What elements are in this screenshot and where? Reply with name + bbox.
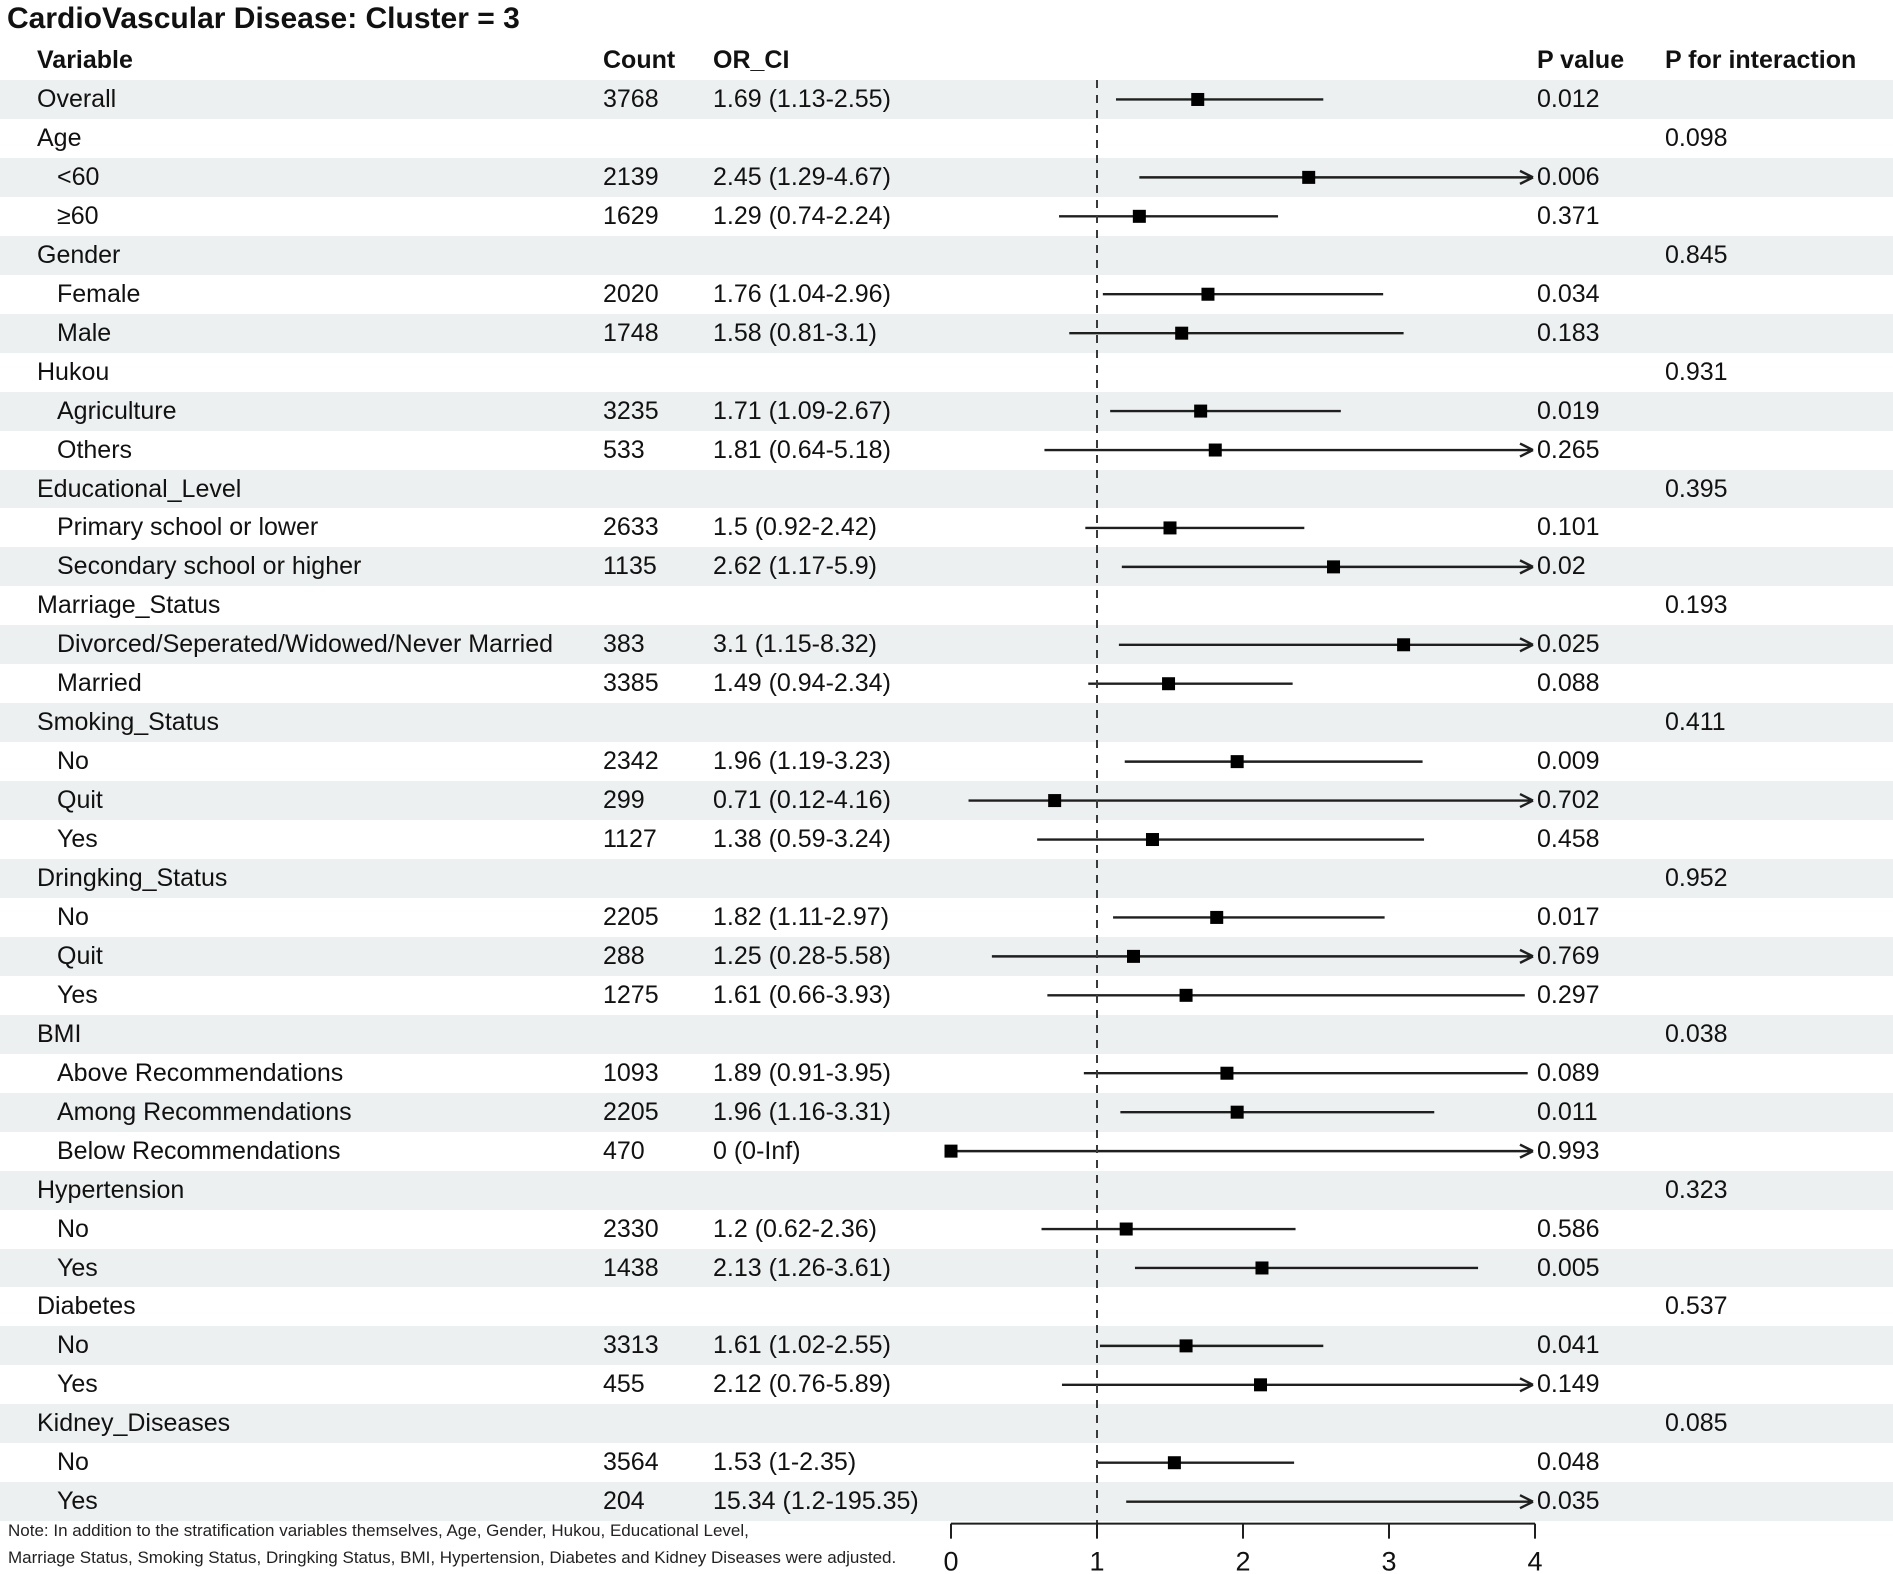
row-label: Primary school or lower	[57, 513, 319, 542]
point-estimate-marker	[1162, 677, 1175, 690]
row-or-ci: 2.45 (1.29-4.67)	[713, 162, 891, 191]
row-or-ci: 1.29 (0.74-2.24)	[713, 201, 891, 230]
ci-line-group	[1084, 1067, 1528, 1080]
row-or-ci: 0.71 (0.12-4.16)	[713, 786, 891, 815]
point-estimate-marker	[945, 1145, 958, 1158]
ci-line-group	[1047, 989, 1524, 1002]
row-label: Secondary school or higher	[57, 552, 362, 581]
row-p-value: 0.297	[1537, 980, 1600, 1009]
row-label: Quit	[57, 786, 103, 815]
x-axis-tick-label: 4	[1527, 1546, 1543, 1574]
row-label: Among Recommendations	[57, 1097, 352, 1126]
row-p-value: 0.02	[1537, 552, 1586, 581]
table-row-stripe	[0, 1249, 1893, 1288]
x-axis-tick-label: 3	[1381, 1546, 1397, 1574]
row-label: Yes	[57, 1487, 98, 1516]
row-label: Marriage_Status	[37, 591, 221, 620]
row-p-value: 0.012	[1537, 85, 1600, 113]
table-row-stripe	[0, 859, 1893, 898]
row-p-value: 0.088	[1537, 669, 1600, 698]
footnote-line-2: Marriage Status, Smoking Status, Dringking Status, BMI, Hypertension, Diabetes and Kidney Diseases were adjusted.	[8, 1548, 897, 1567]
table-row-stripe	[0, 1015, 1893, 1054]
row-count: 1438	[603, 1253, 659, 1282]
table-row-stripe	[0, 781, 1893, 820]
row-or-ci: 1.58 (0.81-3.1)	[713, 318, 877, 347]
ci-line-group	[1113, 911, 1385, 924]
row-or-ci: 1.38 (0.59-3.24)	[713, 825, 891, 854]
row-label: Yes	[57, 1370, 98, 1399]
column-header-p-value: P value	[1537, 46, 1625, 74]
ci-line-group	[1125, 755, 1423, 768]
row-label: Gender	[37, 240, 121, 269]
point-estimate-marker	[1231, 755, 1244, 768]
row-label: No	[57, 902, 89, 931]
table-row-stripe	[0, 1326, 1893, 1365]
row-count: 2205	[603, 1097, 659, 1126]
point-estimate-marker	[1164, 521, 1177, 534]
row-count: 2139	[603, 162, 659, 191]
row-label: Yes	[57, 1253, 98, 1282]
row-p-value: 0.009	[1537, 747, 1600, 776]
row-label: Agriculture	[57, 396, 177, 425]
row-p-value: 0.025	[1537, 630, 1600, 659]
row-or-ci: 1.89 (0.91-3.95)	[713, 1058, 891, 1087]
row-count: 2205	[603, 902, 659, 931]
row-or-ci: 1.25 (0.28-5.58)	[713, 941, 891, 970]
row-p-interaction: 0.931	[1665, 357, 1728, 386]
row-count: 2633	[603, 513, 659, 542]
row-or-ci: 1.82 (1.11-2.97)	[713, 902, 890, 931]
row-p-value: 0.993	[1537, 1136, 1600, 1165]
ci-line-group	[1062, 1378, 1533, 1391]
row-p-value: 0.586	[1537, 1214, 1600, 1243]
row-label: Diabetes	[37, 1292, 136, 1321]
row-label: Smoking_Status	[37, 708, 220, 737]
row-or-ci: 1.53 (1-2.35)	[713, 1448, 857, 1477]
row-label: Divorced/Seperated/Widowed/Never Married	[57, 630, 554, 659]
column-header-variable: Variable	[37, 46, 133, 74]
row-p-interaction: 0.537	[1665, 1292, 1728, 1321]
row-count: 3235	[603, 396, 659, 425]
point-estimate-marker	[1146, 833, 1159, 846]
footnote	[8, 1517, 896, 1571]
row-or-ci: 1.96 (1.16-3.31)	[713, 1097, 891, 1126]
point-estimate-marker	[1210, 911, 1223, 924]
row-label: Yes	[57, 825, 98, 854]
row-count: 470	[603, 1136, 645, 1165]
row-label: Married	[57, 669, 142, 698]
table-row-stripe	[0, 314, 1893, 353]
point-estimate-marker	[1254, 1378, 1267, 1391]
row-label: Below Recommendations	[57, 1136, 341, 1165]
row-label: Kidney_Diseases	[37, 1409, 231, 1438]
table-row-stripe	[0, 703, 1893, 742]
row-p-value: 0.265	[1537, 435, 1600, 464]
row-label: Male	[57, 318, 112, 347]
table-row-stripe	[0, 470, 1893, 509]
table-row-stripe	[0, 1171, 1893, 1210]
row-p-value: 0.006	[1537, 162, 1600, 191]
row-count: 3313	[603, 1331, 659, 1360]
table-row-stripe	[0, 392, 1893, 431]
table-row-stripe	[0, 1404, 1893, 1443]
row-count: 1748	[603, 318, 659, 347]
row-label: Hypertension	[37, 1175, 185, 1204]
column-header-p-interaction: P for interaction	[1665, 46, 1857, 74]
table-row-stripe	[0, 1482, 1893, 1521]
row-p-interaction: 0.098	[1665, 123, 1728, 152]
point-estimate-marker	[1201, 288, 1214, 301]
ci-line-group	[1088, 677, 1292, 690]
row-count: 1127	[603, 825, 657, 854]
row-or-ci: 1.61 (0.66-3.93)	[713, 980, 891, 1009]
x-axis-tick-label: 2	[1235, 1546, 1251, 1574]
table-row-stripe	[0, 937, 1893, 976]
row-p-value: 0.101	[1537, 513, 1600, 542]
row-count: 2020	[603, 279, 659, 308]
row-count: 3385	[603, 669, 659, 698]
row-label: Dringking_Status	[37, 864, 228, 892]
row-count: 2330	[603, 1214, 659, 1243]
point-estimate-marker	[1180, 989, 1193, 1002]
row-label: Age	[37, 123, 82, 152]
row-count: 455	[603, 1370, 645, 1399]
row-p-interaction: 0.395	[1665, 474, 1728, 503]
row-label: No	[57, 1448, 89, 1477]
row-count: 3768	[603, 85, 659, 113]
ci-line-group	[1085, 521, 1304, 534]
x-axis-tick-label: 0	[943, 1546, 959, 1574]
ci-line-group	[1059, 210, 1278, 223]
row-p-value: 0.019	[1537, 396, 1600, 425]
x-axis-tick-label: 1	[1089, 1546, 1105, 1574]
ci-line-group	[1103, 288, 1383, 301]
row-p-value: 0.702	[1537, 786, 1600, 815]
row-p-interaction: 0.411	[1665, 708, 1726, 737]
row-p-value: 0.048	[1537, 1448, 1600, 1477]
row-or-ci: 1.61 (1.02-2.55)	[713, 1331, 891, 1360]
row-label: BMI	[37, 1019, 82, 1048]
row-or-ci: 3.1 (1.15-8.32)	[713, 630, 877, 659]
row-label: No	[57, 747, 89, 776]
row-p-value: 0.769	[1537, 941, 1600, 970]
column-header-count: Count	[603, 46, 676, 74]
row-count: 533	[603, 435, 645, 464]
row-label: Quit	[57, 941, 103, 970]
table-row-stripe	[0, 236, 1893, 275]
row-p-value: 0.371	[1537, 201, 1600, 230]
ci-line-group	[1097, 1456, 1294, 1469]
row-or-ci: 1.71 (1.09-2.67)	[713, 396, 891, 425]
row-label: No	[57, 1331, 89, 1360]
row-or-ci: 1.81 (0.64-5.18)	[713, 435, 891, 464]
row-count: 1629	[603, 201, 659, 230]
row-or-ci: 1.96 (1.19-3.23)	[713, 747, 891, 776]
row-label: Educational_Level	[37, 474, 242, 503]
row-or-ci: 1.5 (0.92-2.42)	[713, 513, 877, 542]
point-estimate-marker	[1133, 210, 1146, 223]
row-or-ci: 2.62 (1.17-5.9)	[713, 552, 877, 581]
point-estimate-marker	[1120, 1223, 1133, 1236]
row-p-value: 0.458	[1537, 825, 1600, 854]
row-p-value: 0.089	[1537, 1058, 1600, 1087]
point-estimate-marker	[1220, 1067, 1233, 1080]
row-p-interaction: 0.193	[1665, 591, 1728, 620]
ci-line-group	[1044, 444, 1533, 457]
point-estimate-marker	[1209, 444, 1222, 457]
row-p-value: 0.041	[1537, 1331, 1600, 1360]
table-row-stripe	[0, 80, 1893, 119]
row-or-ci: 1.69 (1.13-2.55)	[713, 85, 891, 113]
footnote-line-1: Note: In addition to the stratification variables themselves, Age, Gender, Hukou, Educational Level,	[8, 1521, 749, 1540]
row-p-interaction: 0.085	[1665, 1409, 1728, 1438]
row-count: 299	[603, 786, 645, 815]
row-label: Yes	[57, 980, 98, 1009]
row-or-ci: 1.2 (0.62-2.36)	[713, 1214, 877, 1243]
row-or-ci: 0 (0-Inf)	[713, 1136, 801, 1165]
row-count: 204	[603, 1487, 645, 1516]
row-p-value: 0.005	[1537, 1253, 1600, 1282]
row-count: 2342	[603, 747, 659, 776]
row-count: 1135	[603, 552, 657, 581]
page-title: CardioVascular Disease: Cluster = 3	[7, 2, 520, 35]
row-p-value: 0.034	[1537, 279, 1600, 308]
row-or-ci: 2.13 (1.26-3.61)	[713, 1253, 891, 1282]
ci-arrow-icon	[1519, 444, 1533, 457]
ci-line-group	[1042, 1223, 1296, 1236]
row-p-value: 0.017	[1537, 902, 1600, 931]
row-count: 383	[603, 630, 645, 659]
row-p-value: 0.035	[1537, 1487, 1600, 1516]
row-count: 288	[603, 941, 645, 970]
row-label: Above Recommendations	[57, 1058, 344, 1087]
row-p-interaction: 0.845	[1665, 240, 1728, 269]
row-p-interaction: 0.323	[1665, 1175, 1728, 1204]
row-p-interaction: 0.038	[1665, 1019, 1728, 1048]
ci-line-group	[1037, 833, 1424, 846]
row-label: No	[57, 1214, 89, 1243]
column-header-or-ci: OR_CI	[713, 46, 790, 74]
row-count: 1275	[603, 980, 659, 1009]
row-p-value: 0.149	[1537, 1370, 1600, 1399]
row-or-ci: 15.34 (1.2-195.35)	[713, 1487, 919, 1516]
ci-line-group	[945, 1145, 1534, 1158]
row-label: ≥60	[57, 201, 99, 230]
ci-arrow-icon	[1519, 1378, 1533, 1391]
row-label: <60	[57, 162, 100, 191]
row-label: Female	[57, 279, 141, 308]
row-or-ci: 1.49 (0.94-2.34)	[713, 669, 891, 698]
row-label: Overall	[37, 85, 117, 113]
row-p-value: 0.011	[1537, 1097, 1598, 1126]
table-row-stripe	[0, 158, 1893, 197]
point-estimate-marker	[1168, 1456, 1181, 1469]
row-count: 1093	[603, 1058, 659, 1087]
row-label: Hukou	[37, 357, 110, 386]
row-p-value: 0.183	[1537, 318, 1600, 347]
row-p-interaction: 0.952	[1665, 864, 1728, 892]
row-label: Others	[57, 435, 133, 464]
row-or-ci: 2.12 (0.76-5.89)	[713, 1370, 891, 1399]
row-count: 3564	[603, 1448, 659, 1477]
row-or-ci: 1.76 (1.04-2.96)	[713, 279, 891, 308]
ci-arrow-icon	[1519, 1145, 1533, 1158]
